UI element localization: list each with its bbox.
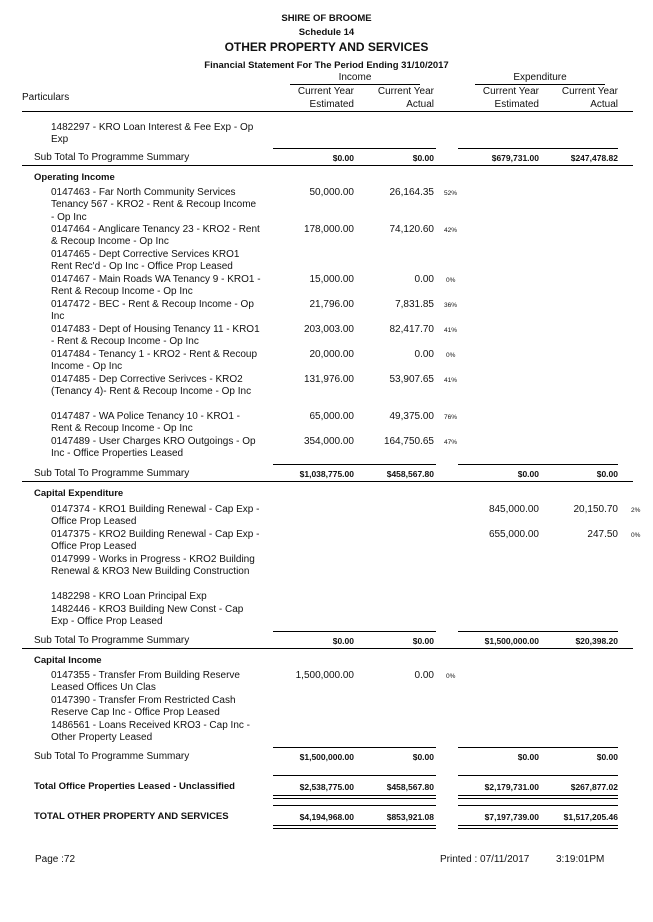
line-item: 0147484 - Tenancy 1 - KRO2 - Rent & Recoup Income - Op Inc [51, 349, 258, 373]
item-income-estimated: 20,000.00 [309, 349, 354, 360]
section-heading-operating-income: Operating Income [34, 172, 115, 183]
item-percent: 0% [446, 277, 456, 284]
header-rule [22, 111, 633, 112]
line-item: 0147483 - Dept of Housing Tenancy 11 - KRO1 - Rent & Recoup Income - Op Inc [51, 324, 260, 348]
item-percent: 41% [444, 377, 458, 384]
item-income-actual: 26,164.35 [389, 187, 434, 198]
total-rule [273, 805, 436, 806]
subtotal-label: Sub Total To Programme Summary [34, 635, 190, 646]
item-income-estimated: 178,000.00 [303, 224, 354, 235]
section-heading-capital-income: Capital Income [34, 655, 102, 666]
schedule-label: Schedule 14 [298, 27, 355, 38]
line-item: 1482297 - KRO Loan Interest & Fee Exp - Op Exp [51, 122, 254, 146]
subtotal-label: Sub Total To Programme Summary [34, 468, 190, 479]
item-income-estimated: 50,000.00 [309, 187, 354, 198]
subtotal-rule [273, 464, 436, 465]
item-income-actual: 53,907.65 [389, 374, 434, 385]
subtotal-exp-estimated: $0.00 [517, 752, 539, 762]
section-rule [22, 165, 633, 166]
subtotal-income-estimated: $1,038,775.00 [299, 469, 354, 479]
total-double-rule [273, 825, 436, 829]
subtotal-rule [458, 148, 618, 149]
col-exp-actual-header: Current Year Actual [561, 86, 618, 110]
section-rule [22, 481, 633, 482]
item-income-actual: 0.00 [414, 349, 434, 360]
subtotal-income-estimated: $0.00 [332, 153, 354, 163]
col-income-estimated-header: Current Year Estimated [297, 86, 354, 110]
item-income-actual: 0.00 [414, 274, 434, 285]
subtotal-income-estimated: $0.00 [332, 636, 354, 646]
subtotal-exp-actual: $0.00 [596, 469, 618, 479]
printed-time: 3:19:01PM [556, 854, 605, 865]
subtotal-exp-actual: $0.00 [596, 752, 618, 762]
line-item: 1482446 - KRO3 Building New Const - Cap Exp - Office Prop Leased [51, 604, 244, 628]
grand-total-exp-actual: $1,517,205.46 [563, 812, 618, 822]
page-number: Page :72 [35, 854, 76, 865]
org-name: SHIRE OF BROOME [281, 13, 372, 24]
item-income-estimated: 354,000.00 [303, 436, 354, 447]
item-income-actual: 49,375.00 [389, 411, 434, 422]
total-double-rule [458, 825, 618, 829]
subtotal-rule [273, 747, 436, 748]
item-income-actual: 74,120.60 [389, 224, 434, 235]
item-percent: 47% [444, 439, 458, 446]
subtotal-income-estimated: $1,500,000.00 [299, 752, 354, 762]
item-income-estimated: 1,500,000.00 [295, 670, 354, 681]
line-item: 0147489 - User Charges KRO Outgoings - Op Inc - Office Properties Leased [51, 436, 256, 460]
subtotal-rule [458, 631, 618, 632]
item-percent: 52% [444, 190, 458, 197]
subtotal-exp-estimated: $679,731.00 [491, 153, 539, 163]
subtotal-exp-actual: $20,398.20 [575, 636, 618, 646]
item-exp-estimated: 655,000.00 [488, 529, 539, 540]
income-group-label: Income [338, 72, 372, 83]
line-item: 1482298 - KRO Loan Principal Exp [51, 591, 207, 602]
particulars-header: Particulars [22, 92, 70, 103]
subtotal-rule [273, 148, 436, 149]
item-exp-actual: 20,150.70 [573, 504, 618, 515]
line-item: 0147375 - KRO2 Building Renewal - Cap Exp - Office Prop Leased [51, 529, 260, 553]
grand-total-income-estimated: $4,194,968.00 [299, 812, 354, 822]
grand-total-label: TOTAL OTHER PROPERTY AND SERVICES [34, 811, 229, 822]
total-rule [273, 775, 436, 776]
line-item: 0147390 - Transfer From Restricted Cash Reserve Cap Inc - Office Prop Leased [51, 695, 236, 719]
item-income-actual: 0.00 [414, 670, 434, 681]
subtotal-rule [273, 631, 436, 632]
line-item: 1486561 - Loans Received KRO3 - Cap Inc - Other Property Leased [51, 720, 250, 744]
subtotal-label: Sub Total To Programme Summary [34, 751, 190, 762]
item-income-actual: 164,750.65 [383, 436, 434, 447]
total-office-income-estimated: $2,538,775.00 [299, 782, 354, 792]
total-double-rule [273, 795, 436, 799]
page-title: OTHER PROPERTY AND SERVICES [224, 40, 429, 54]
col-income-actual-header: Current Year Actual [377, 86, 434, 110]
total-office-exp-estimated: $2,179,731.00 [484, 782, 539, 792]
subtotal-income-actual: $0.00 [412, 752, 434, 762]
total-office-exp-actual: $267,877.02 [570, 782, 618, 792]
item-percent: 76% [444, 414, 458, 421]
line-item: 0147374 - KRO1 Building Renewal - Cap Exp - Office Prop Leased [51, 504, 260, 528]
item-percent: 0% [446, 673, 456, 680]
item-income-actual: 82,417.70 [389, 324, 434, 335]
item-income-estimated: 15,000.00 [309, 274, 354, 285]
line-item: 0147472 - BEC - Rent & Recoup Income - Op Inc [51, 299, 254, 323]
grand-total-exp-estimated: $7,197,739.00 [484, 812, 539, 822]
section-rule [22, 648, 633, 649]
subtotal-rule [458, 747, 618, 748]
subtotal-income-actual: $0.00 [412, 636, 434, 646]
total-office-label: Total Office Properties Leased - Unclassified [34, 781, 235, 792]
item-exp-actual: 247.50 [587, 529, 618, 540]
line-item: 0147485 - Dep Corrective Serivces - KRO2 (Tenancy 4)- Rent & Recoup Income - Op Inc [51, 374, 252, 398]
col-exp-estimated-header: Current Year Estimated [482, 86, 539, 110]
item-percent: 41% [444, 327, 458, 334]
line-item: 0147464 - Anglicare Tenancy 23 - KRO2 - Rent & Recoup Income - Op Inc [51, 224, 260, 248]
item-percent: 36% [444, 302, 458, 309]
item-income-estimated: 65,000.00 [309, 411, 354, 422]
grand-total-income-actual: $853,921.08 [386, 812, 434, 822]
total-double-rule [458, 795, 618, 799]
line-item: 0147999 - Works in Progress - KRO2 Building Renewal & KRO3 New Building Construction [51, 554, 255, 578]
item-percent: 2% [631, 507, 641, 514]
subtotal-income-actual: $0.00 [412, 153, 434, 163]
subtotal-exp-actual: $247,478.82 [570, 153, 618, 163]
line-item: 0147463 - Far North Community Services Tenancy 567 - KRO2 - Rent & Recoup Income - Op Inc [51, 187, 257, 223]
page-subtitle: Financial Statement For The Period Ending 31/10/2017 [204, 60, 449, 71]
item-income-estimated: 131,976.00 [303, 374, 354, 385]
item-exp-estimated: 845,000.00 [488, 504, 539, 515]
line-item: 0147355 - Transfer From Building Reserve Leased Offices Un Clas [51, 670, 240, 694]
line-item: 0147467 - Main Roads WA Tenancy 9 - KRO1 - Rent & Recoup Income - Op Inc [51, 274, 261, 298]
expenditure-group-label: Expenditure [513, 72, 567, 83]
total-office-income-actual: $458,567.80 [386, 782, 434, 792]
section-heading-capital-expenditure: Capital Expenditure [34, 488, 124, 499]
printed-date: Printed : 07/11/2017 [440, 854, 530, 865]
total-rule [458, 805, 618, 806]
expenditure-underline [475, 84, 605, 85]
total-rule [458, 775, 618, 776]
subtotal-rule [458, 464, 618, 465]
item-income-estimated: 203,003.00 [303, 324, 354, 335]
subtotal-income-actual: $458,567.80 [386, 469, 434, 479]
income-underline [290, 84, 420, 85]
subtotal-exp-estimated: $0.00 [517, 469, 539, 479]
line-item: 0147487 - WA Police Tenancy 10 - KRO1 - Rent & Recoup Income - Op Inc [51, 411, 240, 435]
item-income-actual: 7,831.85 [395, 299, 434, 310]
subtotal-exp-estimated: $1,500,000.00 [484, 636, 539, 646]
item-income-estimated: 21,796.00 [309, 299, 354, 310]
item-percent: 42% [444, 227, 458, 234]
item-percent: 0% [631, 532, 641, 539]
item-percent: 0% [446, 352, 456, 359]
line-item: 0147465 - Dept Corrective Services KRO1 Rent Rec'd - Op Inc - Office Prop Leased [51, 249, 240, 273]
subtotal-label: Sub Total To Programme Summary [34, 152, 190, 163]
